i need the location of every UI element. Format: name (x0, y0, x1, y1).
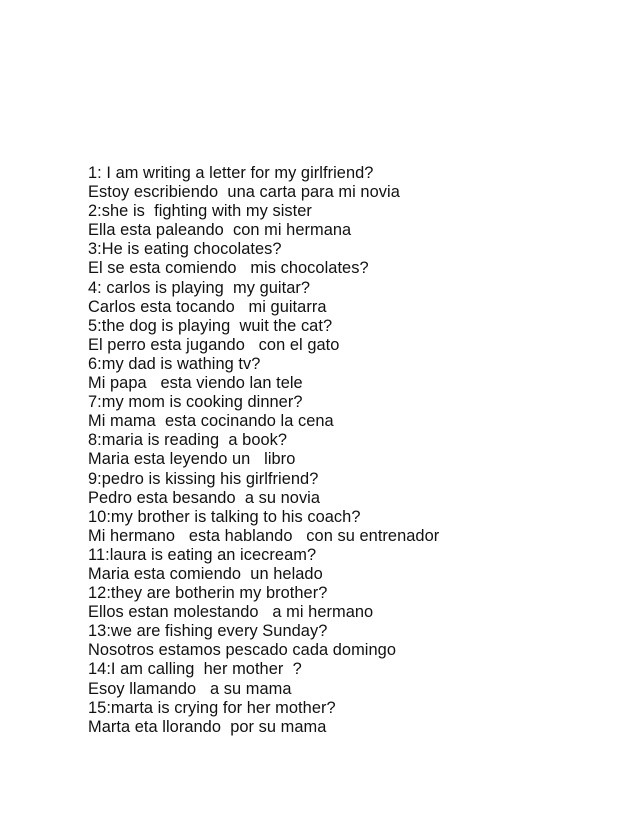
line-7-english: 7:my mom is cooking dinner? (88, 393, 303, 412)
line-8-spanish: Maria esta leyendo un libro (88, 450, 296, 469)
line-14-spanish: Esoy llamando a su mama (88, 679, 292, 698)
line-10-english: 10:my brother is talking to his coach? (88, 507, 361, 526)
line-12-english: 12:they are botherin my brother? (88, 584, 328, 603)
line-4-english: 4: carlos is playing my guitar? (88, 278, 311, 297)
line-7-spanish: Mi mama esta cocinando la cena (88, 412, 334, 431)
line-5-english: 5:the dog is playing wuit the cat? (88, 316, 333, 335)
sentence-list (88, 164, 608, 737)
line-10-spanish: Mi hermano esta hablando con su entrenador (88, 526, 440, 545)
line-11-english: 11:laura is eating an icecream? (88, 545, 317, 564)
line-14-english: 14:I am calling her mother ? (88, 660, 302, 679)
line-1-english: 1: I am writing a letter for my girlfriend? (88, 164, 374, 182)
line-2-spanish: Ella esta paleando con mi hermana (88, 221, 352, 240)
line-2-english: 2:she is fighting with my sister (88, 202, 312, 221)
line-9-english: 9:pedro is kissing his girlfriend? (88, 469, 319, 488)
line-11-spanish: Maria esta comiendo un helado (88, 564, 323, 583)
line-4-spanish: Carlos esta tocando mi guitarra (88, 297, 327, 316)
line-12-spanish: Ellos estan molestando a mi hermano (88, 603, 374, 622)
line-13-english: 13:we are fishing every Sunday? (88, 622, 328, 641)
line-3-english: 3:He is eating chocolates? (88, 240, 282, 259)
line-15-spanish: Marta eta llorando por su mama (88, 717, 327, 736)
line-3-spanish: El se esta comiendo mis chocolates? (88, 259, 369, 278)
line-6-english: 6:my dad is wathing tv? (88, 354, 261, 373)
line-13-spanish: Nosotros estamos pescado cada domingo (88, 641, 396, 660)
line-8-english: 8:maria is reading a book? (88, 431, 288, 450)
line-6-spanish: Mi papa esta viendo lan tele (88, 374, 303, 393)
line-1-spanish: Estoy escribiendo una carta para mi novia (88, 183, 400, 202)
line-9-spanish: Pedro esta besando a su novia (88, 488, 321, 507)
line-15-english: 15:marta is crying for her mother? (88, 698, 336, 717)
line-5-spanish: El perro esta jugando con el gato (88, 335, 340, 354)
